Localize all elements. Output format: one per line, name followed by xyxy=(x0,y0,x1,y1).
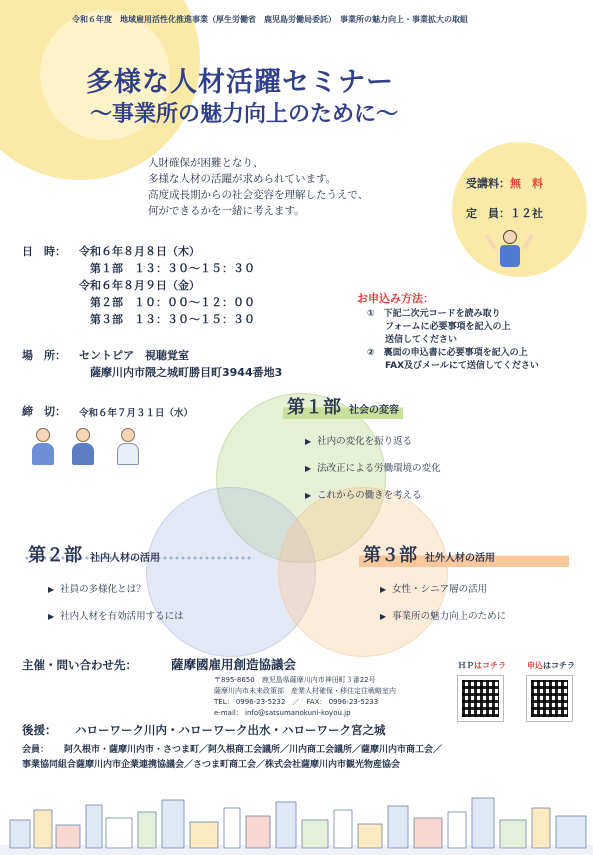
intro-line: 人財確保が困難となり、 xyxy=(148,157,264,169)
intro-line: 高度成長期からの社会変容を理解したうえで、 xyxy=(148,189,369,201)
apply-qr-code[interactable] xyxy=(527,676,572,721)
part3-heading xyxy=(359,541,569,567)
deadline-label: 締 切： xyxy=(22,405,66,418)
fee xyxy=(466,175,543,191)
apply-line: ② 裏面の申込書に必要事項を記入の上 xyxy=(367,348,528,358)
apply-line: フォームに必要事項を記入の上 xyxy=(367,322,511,332)
intro-line: 何ができるかを一緒に考えます。 xyxy=(148,205,305,217)
part1-item: ▶ 社内の変化を振り返る xyxy=(305,436,413,447)
part2-heading xyxy=(24,541,254,567)
part2-item: ▶ 社員の多様化とは？ xyxy=(48,584,146,595)
presenter-illustration xyxy=(489,230,531,270)
apply-line: ① 下記二次元コードを読み取り xyxy=(367,309,501,319)
members-line2: 事業協同組合薩摩川内市企業連携協議会／さつま町商工会／株式会社薩摩川内市観光物産協会 xyxy=(22,760,401,770)
part3-topic: 社外人材の活用 xyxy=(425,553,495,564)
members-label: 会員： xyxy=(22,745,50,755)
organizer-address: 〒895-8650 鹿児島県薩摩川内市神田町３番22号 xyxy=(214,676,376,684)
support-value: ハローワーク川内・ハローワーク出水・ハローワーク宮之城 xyxy=(75,723,386,737)
support-label: 後援： xyxy=(22,723,57,737)
part3-item: ▶ 事業所の魅力向上のために xyxy=(380,611,507,622)
organizer-email: e-mail： info@satsumanokuni-koyou.jp xyxy=(214,709,351,717)
apply-title: お申込み方法： xyxy=(357,292,434,305)
part1-item: ▶ これからの働きを考える xyxy=(305,490,422,501)
organizer-name: 薩摩國雇用創造協議会 xyxy=(171,657,297,672)
part2-topic: 社内人材の活用 xyxy=(90,553,160,564)
apply-line: FAX及びメールにて送信してください xyxy=(367,361,539,371)
venn-circle-part3 xyxy=(278,487,448,657)
part2-number: 第２部 xyxy=(28,545,82,566)
person-young-woman-icon xyxy=(115,428,141,466)
intro-line: 多様な人材の活躍が求められています。 xyxy=(148,173,337,185)
schedule-day1: 令和６年８月８日（木） xyxy=(79,245,200,258)
schedule-day1-part1: 第１部 １３：３０〜１５：３０ xyxy=(90,262,255,275)
members-line1: 阿久根市・薩摩川内市・さつま町／阿久根商工会議所／川内商工会議所／薩摩川内市商工会／ xyxy=(64,745,443,755)
schedule-day2-part2: 第２部 １０：００〜１２：００ xyxy=(90,296,255,309)
header-line: 令和６年度 地域雇用活性化推進事業（厚生労働省 鹿児島労働局委託） 事業所の魅力向上・事業拡大の取組 xyxy=(72,15,468,24)
schedule-day2-part3: 第３部 １３：３０〜１５：３０ xyxy=(90,313,255,326)
person-woman-icon xyxy=(30,428,56,466)
hp-qr-code[interactable] xyxy=(458,676,503,721)
page-subtitle: 〜事業所の魅力向上のために〜 xyxy=(90,102,399,127)
part2-item: ▶ 社内人材を有効活用するには xyxy=(48,611,184,622)
part3-item: ▶ 女性・シニア層の活用 xyxy=(380,584,488,595)
person-elderly-man-icon xyxy=(70,428,96,466)
intro-text xyxy=(148,155,368,219)
place-label: 場 所： xyxy=(22,349,66,362)
page-title: 多様な人材活躍セミナー xyxy=(86,67,394,98)
organizer-tel-fax: TEL： 0996-23-5232 ／ FAX： 0996-23-5233 xyxy=(214,698,379,706)
part1-number: 第１部 xyxy=(287,397,341,418)
part1-item: ▶ 法改正による労働環境の変化 xyxy=(305,463,441,474)
place-address: 薩摩川内市隈之城町勝目町3944番地3 xyxy=(90,366,283,379)
capacity: 定 員：１２社 xyxy=(466,207,543,220)
fee-label: 受講料： xyxy=(466,177,510,190)
hp-qr-label: ＨＰはコチラ xyxy=(458,661,506,670)
place-name: セントピア 視聴覚室 xyxy=(79,349,189,362)
organizer-office: 薩摩川内市未来政策部 産業人材確保・移住定住戦略室内 xyxy=(214,687,396,695)
organizer-label: 主催・問い合わせ先： xyxy=(22,658,137,672)
part3-number: 第３部 xyxy=(363,545,417,566)
fee-value: 無 料 xyxy=(510,177,543,190)
townscape-illustration xyxy=(0,790,593,855)
deadline-value: 令和６年７月３１日（水） xyxy=(79,408,194,419)
schedule-label: 日 時： xyxy=(22,245,66,258)
apply-qr-label: 申込はコチラ xyxy=(527,661,575,670)
part1-heading xyxy=(283,393,403,419)
part1-topic: 社会の変容 xyxy=(349,405,399,416)
apply-line: 送信してください xyxy=(367,335,458,345)
schedule-day2: 令和６年８月９日（金） xyxy=(79,279,200,292)
